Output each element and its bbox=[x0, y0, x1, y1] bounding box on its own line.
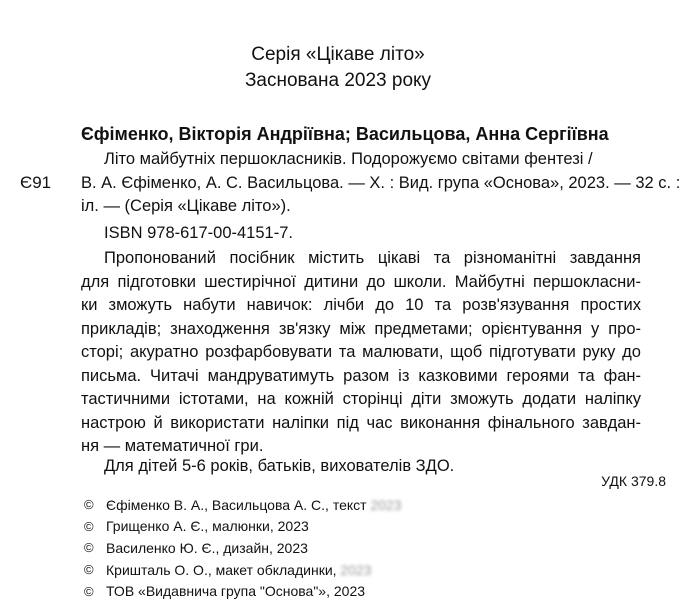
copyright-text: Кришталь О. О., макет обкладинки, bbox=[106, 561, 337, 578]
annotation-line: тастичними істотами, на кожній сторінці діти зможуть додати наліпку bbox=[81, 390, 641, 408]
copyright-line bbox=[84, 580, 402, 602]
copyright-line bbox=[84, 537, 402, 559]
copyright-symbol: © bbox=[84, 540, 94, 556]
copyright-text: ТОВ «Видавнича група "Основа"», 2023 bbox=[106, 583, 366, 600]
annotation-line: сторі; акуратно розфарбовувати та малювати, щоб підготувати руку до bbox=[81, 343, 641, 361]
udk-code: УДК 379.8 bbox=[601, 473, 666, 489]
annotation-line: Пропонований посібник містить цікаві та різноманітні завдання bbox=[104, 249, 641, 267]
annotation bbox=[81, 247, 641, 459]
series-founded-year: Заснована 2023 року bbox=[244, 70, 432, 91]
copyright-text: Єфіменко В. А., Васильцова А. С., текст bbox=[106, 496, 367, 513]
copyright-list bbox=[84, 494, 402, 602]
annotation-line: для підготовки шестирічної дитини до школи. Майбутні першокласни- bbox=[81, 272, 641, 291]
copyright-faded-year: 2023 bbox=[340, 561, 372, 578]
bibliographic-line: В. А. Єфіменко, А. С. Васильцова. — Х. : Вид. група «Основа», 2023. — 32 с. : bbox=[81, 173, 681, 192]
bibliographic-description bbox=[81, 148, 681, 219]
annotation-line: настрою й використати наліпки під час виконання фінального завдан- bbox=[81, 413, 641, 432]
authors-heading: Єфіменко, Вікторія Андріївна; Васильцова, Анна Сергіївна bbox=[81, 124, 609, 144]
bibliographic-line: Літо майбутніх першокласників. Подорожуємо світами фентезі / bbox=[104, 150, 593, 168]
series-title: Серія «Цікаве літо» bbox=[251, 44, 425, 65]
copyright-line bbox=[84, 559, 402, 581]
copyright-symbol: © bbox=[84, 518, 94, 534]
annotation-line: прикладів; знаходження зв'язку між предметами; орієнтування у про- bbox=[81, 319, 641, 338]
annotation-line: письма. Читачі мандруватимуть разом із казковими героями та фан- bbox=[81, 366, 641, 385]
copyright-line bbox=[84, 494, 402, 516]
copyright-symbol: © bbox=[84, 583, 94, 599]
copyright-text: Грищенко А. Є., малюнки, 2023 bbox=[106, 518, 309, 535]
copyright-text: Василенко Ю. Є., дизайн, 2023 bbox=[106, 539, 308, 556]
annotation-line: ки зможуть набути навичок: лічби до 10 та розв'язування простих bbox=[81, 296, 641, 314]
copyright-line bbox=[84, 516, 402, 538]
copyright-symbol: © bbox=[84, 562, 94, 578]
copyright-faded-year: 2023 bbox=[370, 496, 402, 513]
copyright-symbol: © bbox=[84, 497, 94, 513]
annotation-line: ня — математичної гри. bbox=[81, 437, 264, 455]
author-mark-code: Є91 bbox=[20, 173, 52, 192]
isbn: ISBN 978-617-00-4151-7. bbox=[104, 224, 293, 242]
target-audience: Для дітей 5-6 років, батьків, вихователів ЗДО. bbox=[104, 457, 455, 475]
bibliographic-line: іл. — (Серія «Цікаве літо»). bbox=[81, 197, 291, 215]
